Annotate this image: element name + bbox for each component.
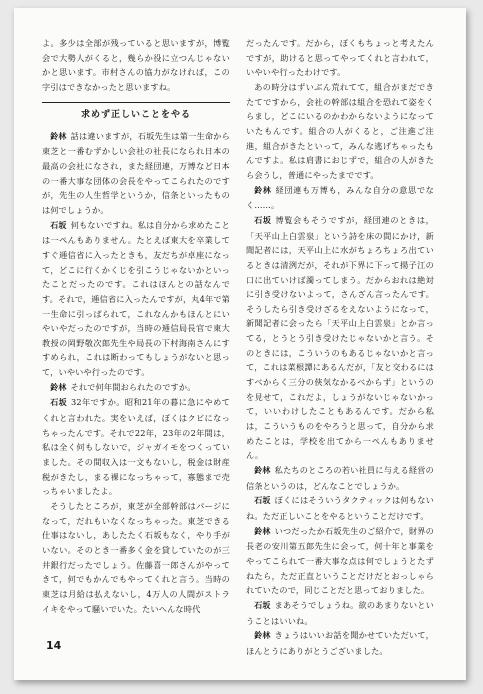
right-intro-paragraph: だったんです。だから，ぼくもちょっと考えたんですが，助けると思ってやってくれと言われて，いやいや行ったわけです。: [246, 38, 434, 78]
speaker-name: 石坂: [254, 496, 271, 506]
dialogue-turn: [42, 129, 230, 218]
speaker-name: 石坂: [50, 398, 67, 408]
speaker-name: 石坂: [50, 220, 67, 230]
page-number: 14: [46, 639, 62, 652]
speaker-name: 鈴林: [254, 526, 271, 536]
dialogue-turn: [246, 183, 434, 213]
right-paragraph: あの時分はずいぶん荒れてて，組合がまだできたてですから，会社の幹部は組合を恐れて姿をくらまし，どこにいるのかわからないようになっていたもんです。組合の人がくると，ご注進ご注進，組合がきたといって，みんな逃げちゃったもんですよ。私は肩書におじずで，組合の人がきたら会うし，普通にやったまでです。: [246, 81, 434, 180]
turn-text: 博覧会もそうですが，経団連のときは，「天平山上白雲泉」という詩を床の間にかけ，新聞記者には，天平山上に水がちょろちょろ出ているときは清洌だが，それが下界に下って揚子江の口に出ていけば濁ってしまう。だからおれは絶対に引き受けないよって，さんざん言ったんです。そうしたら引き受けざるをえないようになって，新聞記者に会ったら「天平山上白雲泉」とか言ってる，とうとう引き受けたじゃないかと言う。そのときには，こういうのもあるじゃないかと言って，これは菜根譚にあるんだが，「友と交わるにはすべからく三分の俠気なかるべからず」というのを見せて，これだよ，しょうがないじゃないかって，いいわけしたこともあるんです。だから私は，こういうものをやろうと思って，自分から求めたことは，学校を出てから一ぺんもありません。: [246, 214, 434, 461]
turn-text: それで何年間おられたのですか。: [70, 381, 196, 392]
right-column: [246, 36, 434, 659]
turn-text: 話は違いますが，石坂先生は第一生命から東芝と一番むずかしい会社の社長になられ日本の最高の会社になされ，また経団連，万博など日本の一番大事な団体の会長をやってこられたのですが，先生の人生哲学というか，信条といったものは何でしょうか。: [42, 130, 230, 215]
dialogue-turn: [42, 380, 230, 396]
left-tail-paragraph: そうしたところが，東芝が全部幹部はパージになって，だれもいなくなっちゃった。東芝できる仕事はないし，あしたたく石坂もなく，やり手がいない。そのとき一番多く金を貸していたのが三井銀行だったでしょう。佐藤喜一郎さんがやってきて，何でもかんでもやってくれと言う。当時の東芝は月給は払えないし，4万人の人間がストライキをやって騒いでいた。たいへんな時代: [42, 501, 230, 614]
dialogue-turn: [42, 218, 230, 380]
speaker-name: 鈴林: [50, 382, 67, 392]
left-intro-paragraph: よ。多少は全部が残っていると思いますが，博覧会で大勢人がくると，幾らか役に立つんじゃないかと思います。市村さんの協力がなければ，この字引はできなかったと思いますね。: [42, 38, 230, 92]
turn-text: 私たちのところの若い社員に与える経営の信条というのは，どんなことでしょうか。: [246, 465, 434, 491]
dialogue-turn: [246, 628, 434, 658]
speaker-name: 鈴林: [50, 131, 67, 141]
speaker-name: 鈴林: [254, 631, 271, 641]
speaker-name: 石坂: [254, 600, 271, 610]
dialogue-turn: [246, 598, 434, 628]
turn-text: まあそうでしょうね。欲のあまりないということはいいね。: [246, 599, 434, 626]
left-column: [42, 36, 230, 616]
dialogue-turn: [246, 463, 434, 493]
section-heading: 求めず正しいことをやる: [42, 102, 230, 122]
turn-text: きょうはいいお話を聞かせていただいて，ほんとうにありがとうございました。: [246, 630, 434, 656]
turn-text: いつだったか石坂先生のご紹介で，財界の長老の安川第五郎先生に会って，何十年と事業をやってこられて一番大事な点は何でしょうとたずねたら，ただ正直ということだけだとおっしゃられていたので，同じことだと思っておりました。: [246, 525, 434, 596]
turn-text: ぼくにはそういうタクティックは何もないね。ただ正しいことをやるということだけです。: [246, 495, 434, 521]
speaker-name: 鈴林: [254, 466, 271, 476]
speaker-name: 石坂: [254, 215, 272, 225]
dialogue-turn: [42, 395, 230, 499]
document-page: [14, 8, 466, 680]
turn-text: 何もないですね。私は自分から求めたことは一ぺんもありません。たとえば東大を卒業してすぐ逓信省に入ったときも，友だちが卓座になって，どこに行くかくじを引こうじゃないかといったことだったのです。これはほんとの話なんです。それで，逓信省に入ったんですが，丸4年で第一生命に引っぱられて，これなんかもほんとにいやいやだったのですが，当時の逓信局長官で東大教授の岡野敬次郎先生や局長の下村海南さんにすすめられ，これは断わってもしょうがないと思って，いやいや行ったのです。: [42, 219, 230, 378]
dialogue-turn: [246, 524, 434, 598]
speaker-name: 鈴林: [254, 185, 272, 195]
turn-text: 32年ですか。昭和21年の暮に急にやめてくれと言われた。実をいえば，ぼくはクビになっちゃったんです。それで22年，23年の2年間は，私は全く何もしないで，ジャガイモをつくっていました。その間収入は一文もないし，税金は財産税がきたし，まる裸になっちゃって，寡態まで売っちゃいましたよ。: [42, 397, 230, 497]
dialogue-turn: [246, 213, 434, 463]
turn-text: 経団連も万博も，みんな自分の意思でなく……。: [246, 184, 434, 211]
dialogue-turn: [246, 493, 434, 523]
